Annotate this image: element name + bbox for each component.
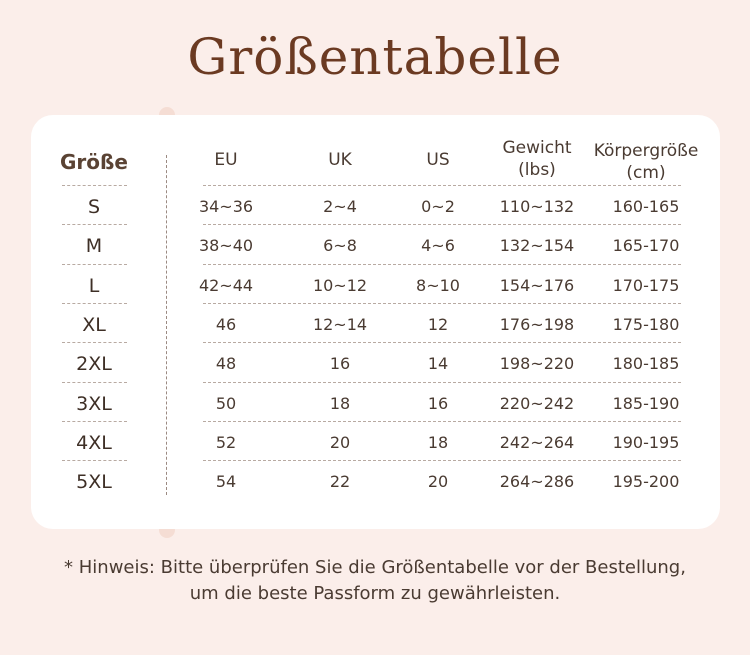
cell-uk: 22 xyxy=(329,472,351,492)
cell-eu: 48 xyxy=(215,354,237,374)
row-separator-right xyxy=(203,342,681,343)
row-separator-right xyxy=(203,460,681,461)
size-table xyxy=(31,115,720,529)
cell-us: 8~10 xyxy=(416,275,460,295)
cell-weight: 110~132 xyxy=(499,197,575,216)
row-separator-left xyxy=(62,421,127,422)
cell-us: 0~2 xyxy=(421,197,455,216)
cell-size: 5XL xyxy=(76,471,112,494)
cell-size: 2XL xyxy=(76,353,112,376)
row-separator-left xyxy=(62,224,127,225)
cell-weight: 132~154 xyxy=(499,236,575,256)
cell-us: 12 xyxy=(427,314,449,334)
row-separator-right xyxy=(203,264,681,265)
cell-us: 14 xyxy=(427,354,449,374)
row-separator-right xyxy=(203,224,681,225)
cell-height: 195-200 xyxy=(612,472,680,492)
cell-eu: 34~36 xyxy=(198,197,254,216)
row-separator-right xyxy=(203,421,681,422)
cell-uk: 18 xyxy=(329,393,351,413)
row-separator-left xyxy=(62,382,127,383)
cell-eu: 54 xyxy=(215,472,237,492)
cell-size: 3XL xyxy=(76,392,112,415)
cell-height: 190-195 xyxy=(612,432,680,452)
cell-height: 165-170 xyxy=(612,236,680,256)
row-separator-right xyxy=(203,185,681,186)
cell-uk: 16 xyxy=(329,354,351,374)
cell-us: 4~6 xyxy=(421,236,455,256)
row-separator-left xyxy=(62,342,127,343)
header-height xyxy=(586,140,706,184)
cell-height: 160-165 xyxy=(612,197,680,216)
cell-eu: 42~44 xyxy=(198,275,254,295)
header-height-line2: (cm) xyxy=(626,163,666,183)
cell-uk: 10~12 xyxy=(312,275,368,295)
cell-weight: 198~220 xyxy=(499,354,575,374)
cell-eu: 38~40 xyxy=(198,236,254,256)
header-weight-line2: (lbs) xyxy=(518,160,556,180)
cell-weight: 220~242 xyxy=(499,393,575,413)
cell-uk: 20 xyxy=(329,432,351,452)
row-separator-left xyxy=(62,264,127,265)
cell-height: 175-180 xyxy=(612,314,680,334)
row-separator-right xyxy=(203,382,681,383)
cell-size: M xyxy=(85,235,103,258)
cell-eu: 50 xyxy=(215,393,237,413)
header-size: Größe xyxy=(60,150,128,174)
header-weight xyxy=(477,137,597,181)
cell-weight: 242~264 xyxy=(499,432,575,452)
cell-height: 180-185 xyxy=(612,354,680,374)
note-line-1: * Hinweis: Bitte überprüfen Sie die Größentabelle vor der Bestellung, xyxy=(64,557,686,578)
note-line-2: um die beste Passform zu gewährleisten. xyxy=(189,583,561,604)
row-separator-right xyxy=(203,303,681,304)
cell-eu: 52 xyxy=(215,432,237,452)
cell-us: 16 xyxy=(427,393,449,413)
row-separator-left xyxy=(62,185,127,186)
header-eu: EU xyxy=(214,150,238,170)
cell-weight: 176~198 xyxy=(499,314,575,334)
cell-size: 4XL xyxy=(76,431,112,454)
header-us: US xyxy=(426,150,450,170)
cell-us: 20 xyxy=(427,472,449,492)
cell-weight: 264~286 xyxy=(499,472,575,492)
page-title: Größentabelle xyxy=(187,28,563,86)
cell-uk: 2~4 xyxy=(323,197,357,216)
cell-height: 170-175 xyxy=(612,275,680,295)
cell-uk: 12~14 xyxy=(312,314,368,334)
size-note xyxy=(0,555,750,607)
row-separator-left xyxy=(62,303,127,304)
cell-uk: 6~8 xyxy=(323,236,357,256)
cell-eu: 46 xyxy=(215,314,237,334)
cell-weight: 154~176 xyxy=(499,275,575,295)
row-separator-left xyxy=(62,460,127,461)
cell-size: L xyxy=(88,274,100,297)
header-height-line1: Körpergröße xyxy=(593,141,699,161)
cell-us: 18 xyxy=(427,432,449,452)
header-uk: UK xyxy=(328,150,352,170)
header-weight-line1: Gewicht xyxy=(502,138,572,158)
cell-size: XL xyxy=(82,313,106,336)
cell-size: S xyxy=(87,196,101,218)
cell-height: 185-190 xyxy=(612,393,680,413)
